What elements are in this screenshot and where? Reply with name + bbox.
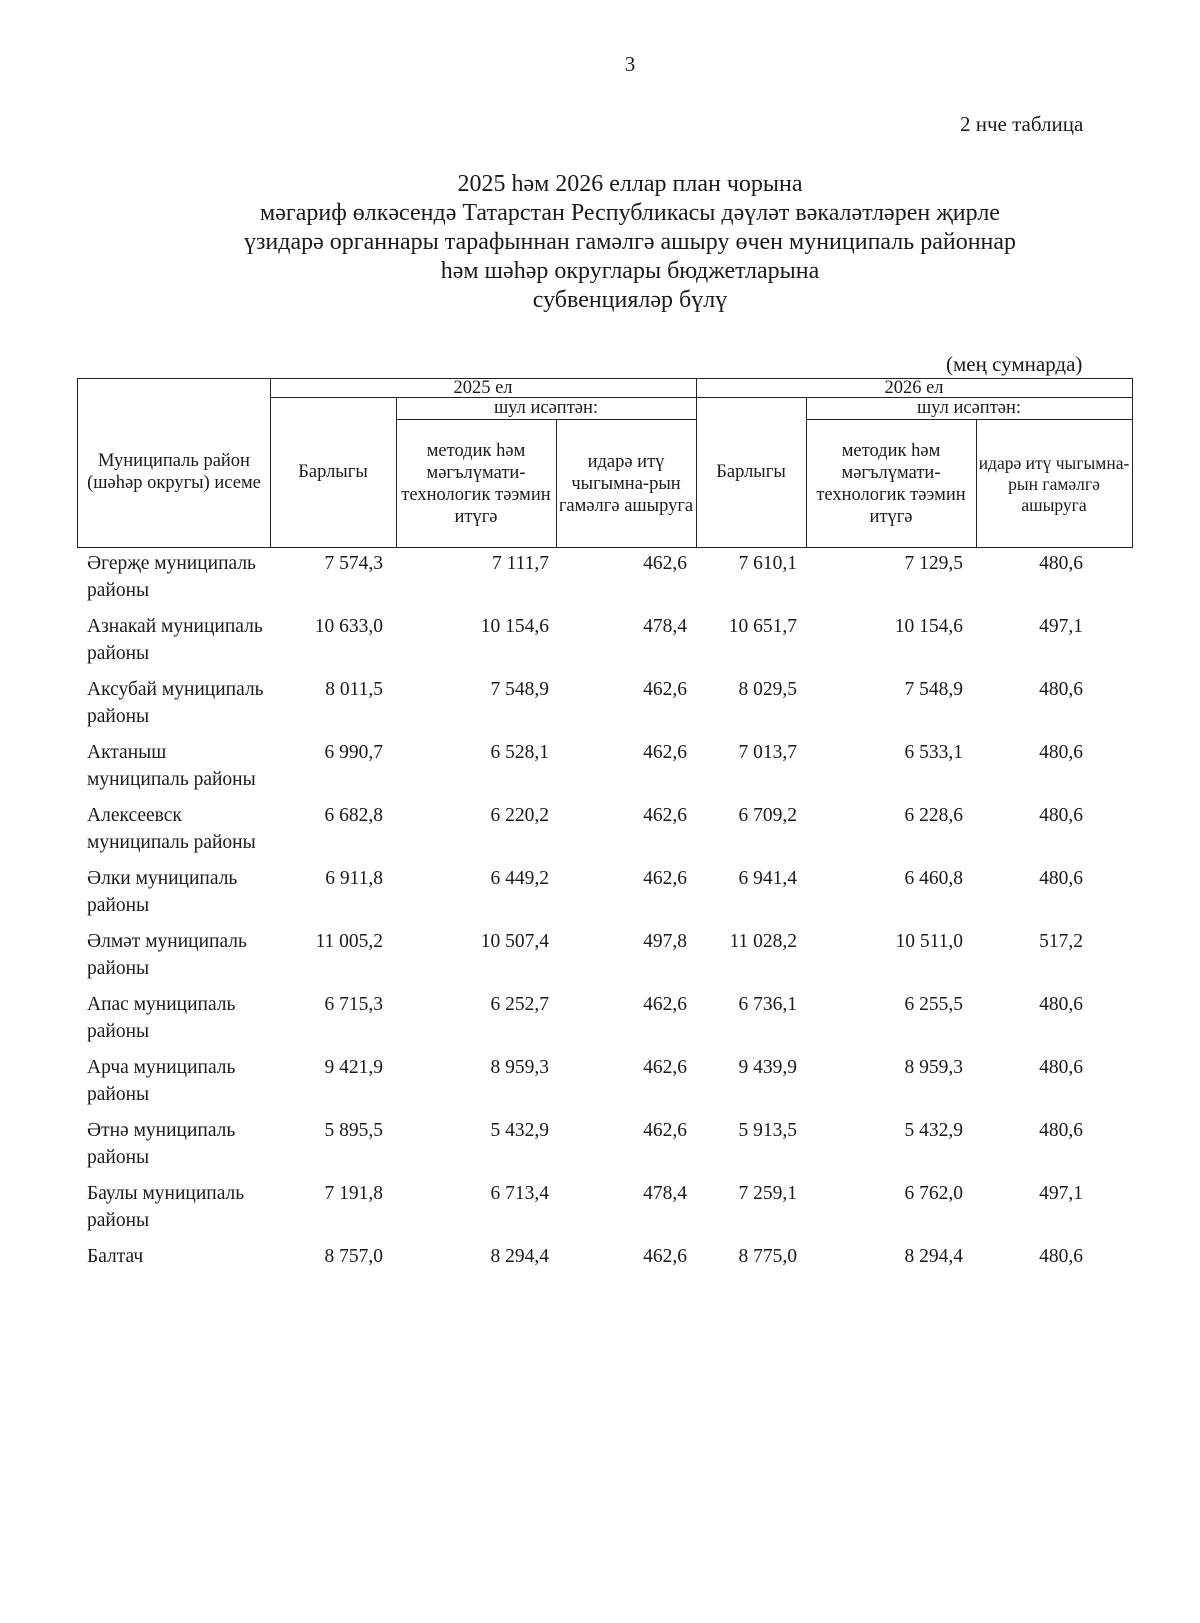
header-year-2026: 2026 ел xyxy=(884,378,944,398)
municipality-name: Аксубай муниципаль районы xyxy=(87,679,264,727)
cell-admin-2026: 497,1 xyxy=(1039,616,1083,637)
units-note: (мең сумнарда) xyxy=(946,352,1083,376)
cell-admin-2025: 462,6 xyxy=(643,553,687,574)
cell-methodical-2026: 6 460,8 xyxy=(904,868,963,889)
table-header xyxy=(77,378,1133,548)
header-methodical-2026: методик һәм мәгълүмати-технологик тәэмин итүгә xyxy=(816,441,966,527)
cell-admin-2026: 480,6 xyxy=(1039,1246,1083,1267)
cell-methodical-2025: 6 449,2 xyxy=(490,868,549,889)
table-label: 2 нче таблица xyxy=(960,112,1084,136)
header-of-which-2025: шул исәптән: xyxy=(493,398,599,418)
cell-admin-2026: 497,1 xyxy=(1039,1183,1083,1204)
municipality-name: Баулы муниципаль районы xyxy=(87,1183,245,1231)
cell-admin-2025: 462,6 xyxy=(643,868,687,889)
table-row xyxy=(77,991,1133,1054)
cell-admin-2026: 480,6 xyxy=(1039,679,1083,700)
cell-total-2026: 5 913,5 xyxy=(738,1120,797,1141)
cell-total-2026: 6 709,2 xyxy=(738,805,797,826)
cell-total-2025: 11 005,2 xyxy=(315,931,383,952)
cell-methodical-2025: 5 432,9 xyxy=(490,1120,549,1141)
header-divider xyxy=(556,419,557,547)
municipality-name: Актаныш муниципаль районы xyxy=(87,742,256,790)
header-divider xyxy=(976,419,977,547)
municipality-name: Әтнә муниципаль районы xyxy=(87,1120,236,1168)
municipality-name: Арча муниципаль районы xyxy=(87,1057,236,1105)
table-row xyxy=(77,802,1133,865)
cell-total-2026: 7 610,1 xyxy=(738,553,797,574)
title-line: һәм шәһәр округлары бюджетларына xyxy=(440,258,820,284)
table-row xyxy=(77,1117,1133,1180)
cell-admin-2025: 462,6 xyxy=(643,1120,687,1141)
cell-total-2025: 7 191,8 xyxy=(324,1183,383,1204)
cell-total-2026: 6 736,1 xyxy=(738,994,797,1015)
cell-admin-2025: 462,6 xyxy=(643,805,687,826)
cell-methodical-2025: 8 294,4 xyxy=(490,1246,549,1267)
table-row xyxy=(77,1180,1133,1243)
cell-methodical-2025: 6 220,2 xyxy=(490,805,549,826)
cell-methodical-2026: 10 154,6 xyxy=(894,616,963,637)
cell-total-2026: 7 259,1 xyxy=(738,1183,797,1204)
cell-admin-2025: 462,6 xyxy=(643,742,687,763)
cell-total-2025: 6 911,8 xyxy=(325,868,383,889)
cell-admin-2025: 478,4 xyxy=(643,1183,687,1204)
cell-methodical-2025: 6 252,7 xyxy=(490,994,549,1015)
cell-total-2026: 8 029,5 xyxy=(738,679,797,700)
table-row xyxy=(77,550,1133,613)
cell-methodical-2025: 6 713,4 xyxy=(490,1183,549,1204)
municipality-name: Алексеевск муниципаль районы xyxy=(87,805,256,853)
title-line: мәгариф өлкәсендә Татарстан Республикасы дәүләт вәкаләтләрен җирле xyxy=(260,200,1000,226)
municipality-name: Балтач xyxy=(87,1246,144,1267)
cell-admin-2025: 462,6 xyxy=(643,679,687,700)
table-row xyxy=(77,865,1133,928)
cell-methodical-2025: 6 528,1 xyxy=(490,742,549,763)
cell-admin-2025: 462,6 xyxy=(643,1057,687,1078)
title-line: 2025 һәм 2026 еллар план чорына xyxy=(457,171,803,197)
municipality-name: Әлмәт муниципаль районы xyxy=(87,931,247,979)
cell-methodical-2025: 7 548,9 xyxy=(490,679,549,700)
title-line: үзидарә органнары тарафыннан гамәлгә ашыру өчен муниципаль районнар xyxy=(243,229,1017,255)
cell-methodical-2026: 6 533,1 xyxy=(904,742,963,763)
cell-methodical-2026: 7 129,5 xyxy=(904,553,963,574)
table-row xyxy=(77,613,1133,676)
cell-total-2026: 10 651,7 xyxy=(728,616,797,637)
cell-admin-2026: 517,2 xyxy=(1039,931,1083,952)
cell-methodical-2025: 10 154,6 xyxy=(480,616,549,637)
cell-total-2025: 7 574,3 xyxy=(324,553,383,574)
cell-admin-2025: 462,6 xyxy=(643,994,687,1015)
table-row xyxy=(77,1243,1133,1279)
municipality-name: Азнакай муниципаль районы xyxy=(87,616,263,664)
header-name-column: Муниципаль район (шәһәр округы) исеме xyxy=(87,451,261,493)
page-number: 3 xyxy=(624,52,636,76)
cell-methodical-2025: 7 111,7 xyxy=(491,553,549,574)
cell-total-2025: 9 421,9 xyxy=(324,1057,383,1078)
header-year-2025: 2025 ел xyxy=(453,378,513,398)
cell-total-2025: 6 715,3 xyxy=(324,994,383,1015)
header-divider xyxy=(396,419,696,420)
cell-admin-2025: 497,8 xyxy=(643,931,687,952)
document-title xyxy=(170,170,1090,315)
table-row xyxy=(77,739,1133,802)
header-admin-2025: идарә итү чыгымна-рын гамәлгә ашыруга xyxy=(558,452,694,516)
header-total-2025: Барлыгы xyxy=(298,462,368,482)
cell-total-2025: 5 895,5 xyxy=(324,1120,383,1141)
cell-admin-2026: 480,6 xyxy=(1039,1120,1083,1141)
cell-total-2025: 8 011,5 xyxy=(325,679,383,700)
cell-total-2025: 6 990,7 xyxy=(324,742,383,763)
cell-methodical-2026: 8 959,3 xyxy=(904,1057,963,1078)
table-row xyxy=(77,1054,1133,1117)
cell-methodical-2026: 8 294,4 xyxy=(904,1246,963,1267)
cell-total-2025: 8 757,0 xyxy=(324,1246,383,1267)
cell-total-2026: 9 439,9 xyxy=(738,1057,797,1078)
table-row xyxy=(77,676,1133,739)
cell-total-2026: 11 028,2 xyxy=(729,931,797,952)
cell-methodical-2026: 7 548,9 xyxy=(904,679,963,700)
cell-admin-2025: 478,4 xyxy=(643,616,687,637)
cell-total-2025: 6 682,8 xyxy=(324,805,383,826)
municipality-name: Апас муниципаль районы xyxy=(87,994,236,1042)
cell-admin-2026: 480,6 xyxy=(1039,994,1083,1015)
cell-methodical-2025: 8 959,3 xyxy=(490,1057,549,1078)
cell-methodical-2026: 6 228,6 xyxy=(904,805,963,826)
title-line: субвенцияләр бүлү xyxy=(532,287,728,313)
municipality-name: Әгерҗе муниципаль районы xyxy=(87,553,256,601)
cell-total-2025: 10 633,0 xyxy=(314,616,383,637)
cell-admin-2026: 480,6 xyxy=(1039,868,1083,889)
cell-methodical-2026: 6 762,0 xyxy=(904,1183,963,1204)
cell-admin-2026: 480,6 xyxy=(1039,1057,1083,1078)
cell-methodical-2026: 5 432,9 xyxy=(904,1120,963,1141)
header-total-2026: Барлыгы xyxy=(716,462,786,482)
table-row xyxy=(77,928,1133,991)
header-admin-2026: идарә итү чыгымна-рын гамәлгә ашыруга xyxy=(978,452,1130,515)
cell-total-2026: 7 013,7 xyxy=(738,742,797,763)
cell-admin-2026: 480,6 xyxy=(1039,742,1083,763)
cell-methodical-2026: 6 255,5 xyxy=(904,994,963,1015)
cell-methodical-2026: 10 511,0 xyxy=(895,931,963,952)
cell-total-2026: 8 775,0 xyxy=(738,1246,797,1267)
cell-admin-2026: 480,6 xyxy=(1039,553,1083,574)
header-methodical-2025: методик һәм мәгълүмати-технологик тәэмин итүгә xyxy=(401,441,551,527)
table-body xyxy=(77,550,1133,1279)
cell-admin-2026: 480,6 xyxy=(1039,805,1083,826)
header-of-which-2026: шул исәптән: xyxy=(916,398,1022,418)
cell-methodical-2025: 10 507,4 xyxy=(480,931,549,952)
municipality-name: Әлки муниципаль районы xyxy=(87,868,238,916)
cell-admin-2025: 462,6 xyxy=(643,1246,687,1267)
cell-total-2026: 6 941,4 xyxy=(738,868,797,889)
